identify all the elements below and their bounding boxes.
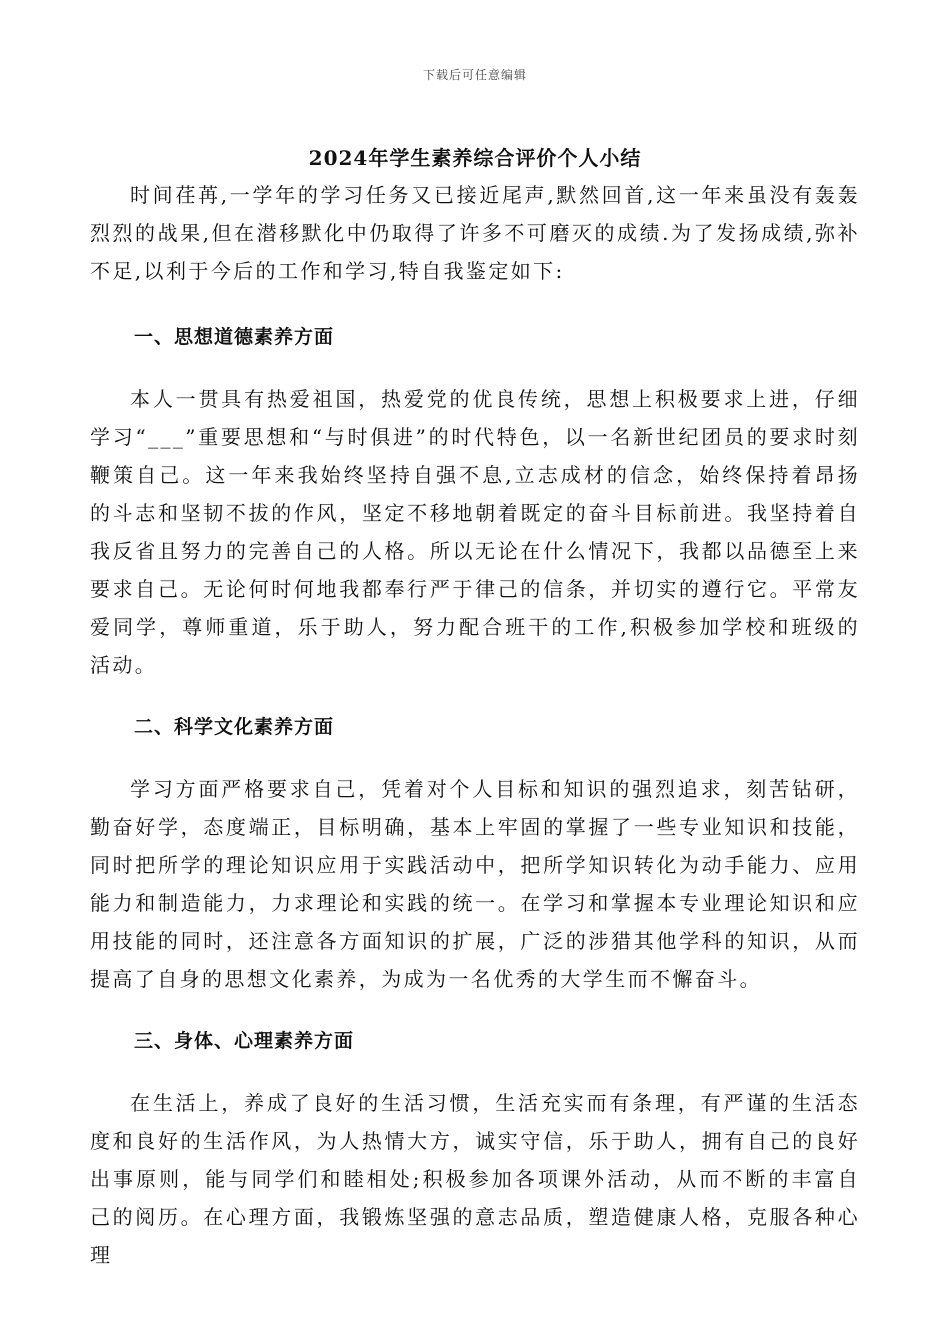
section-paragraph-moral: 本人一贯具有热爱祖国，热爱党的优良传统，思想上积极要求上进，仔细学习“___”重要思想和“与时俱进”的时代特色，以一名新世纪团员的要求时刻鞭策自己。这一年来我始终坚持自强不息,立志成材的信念，始终保持着昂扬的斗志和坚韧不拔的作风，坚定不移地朝着既定的奋斗目标前进。我坚持着自我反省且努力的完善自己的人格。所以无论在什么情况下，我都以品德至上来要求自己。无论何时何地我都奉行严于律己的信条，并切实的遵行它。平常友爱同学，尊师重道，乐于助人，努力配合班干的工作,积极参加学校和班级的活动。 [90, 387, 860, 677]
document-body [90, 176, 860, 1274]
intro-paragraph: 时间荏苒,一学年的学习任务又已接近尾声,默然回首,这一年来虽没有轰轰烈烈的战果,但在潜移默化中仍取得了许多不可磨灭的成绩.为了发扬成绩,弥补不足,以利于今后的工作和学习,特自我鉴定如下: [90, 183, 860, 283]
section-paragraph-health: 在生活上，养成了良好的生活习惯，生活充实而有条理，有严谨的生活态度和良好的生活作风，为人热情大方，诚实守信，乐于助人，拥有自己的良好出事原则，能与同学们和睦相处;积极参加各项课外活动，从而不断的丰富自己的阅历。在心理方面，我锻炼坚强的意志品质，塑造健康人格，克服各种心理 [90, 1091, 860, 1267]
section-heading-health: 三、身体、心理素养方面 [134, 1030, 355, 1052]
section-heading-science: 二、科学文化素养方面 [134, 716, 335, 738]
section-heading-moral: 一、思想道德素养方面 [134, 326, 335, 348]
header-watermark: 下载后可任意编辑 [422, 68, 527, 82]
section-paragraph-science: 学习方面严格要求自己，凭着对个人目标和知识的强烈追求，刻苦钻研，勤奋好学，态度端正，目标明确，基本上牢固的掌握了一些专业知识和技能，同时把所学的理论知识应用于实践活动中，把所学知识转化为动手能力、应用能力和制造能力，力求理论和实践的统一。在学习和掌握本专业理论知识和应用技能的同时，还注意各方面知识的扩展，广泛的涉猎其他学科的知识，从而提高了自身的思想文化素养，为成为一名优秀的大学生而不懈奋斗。 [90, 777, 860, 991]
document-title: 2024年学生素养综合评价个人小结 [308, 146, 642, 170]
